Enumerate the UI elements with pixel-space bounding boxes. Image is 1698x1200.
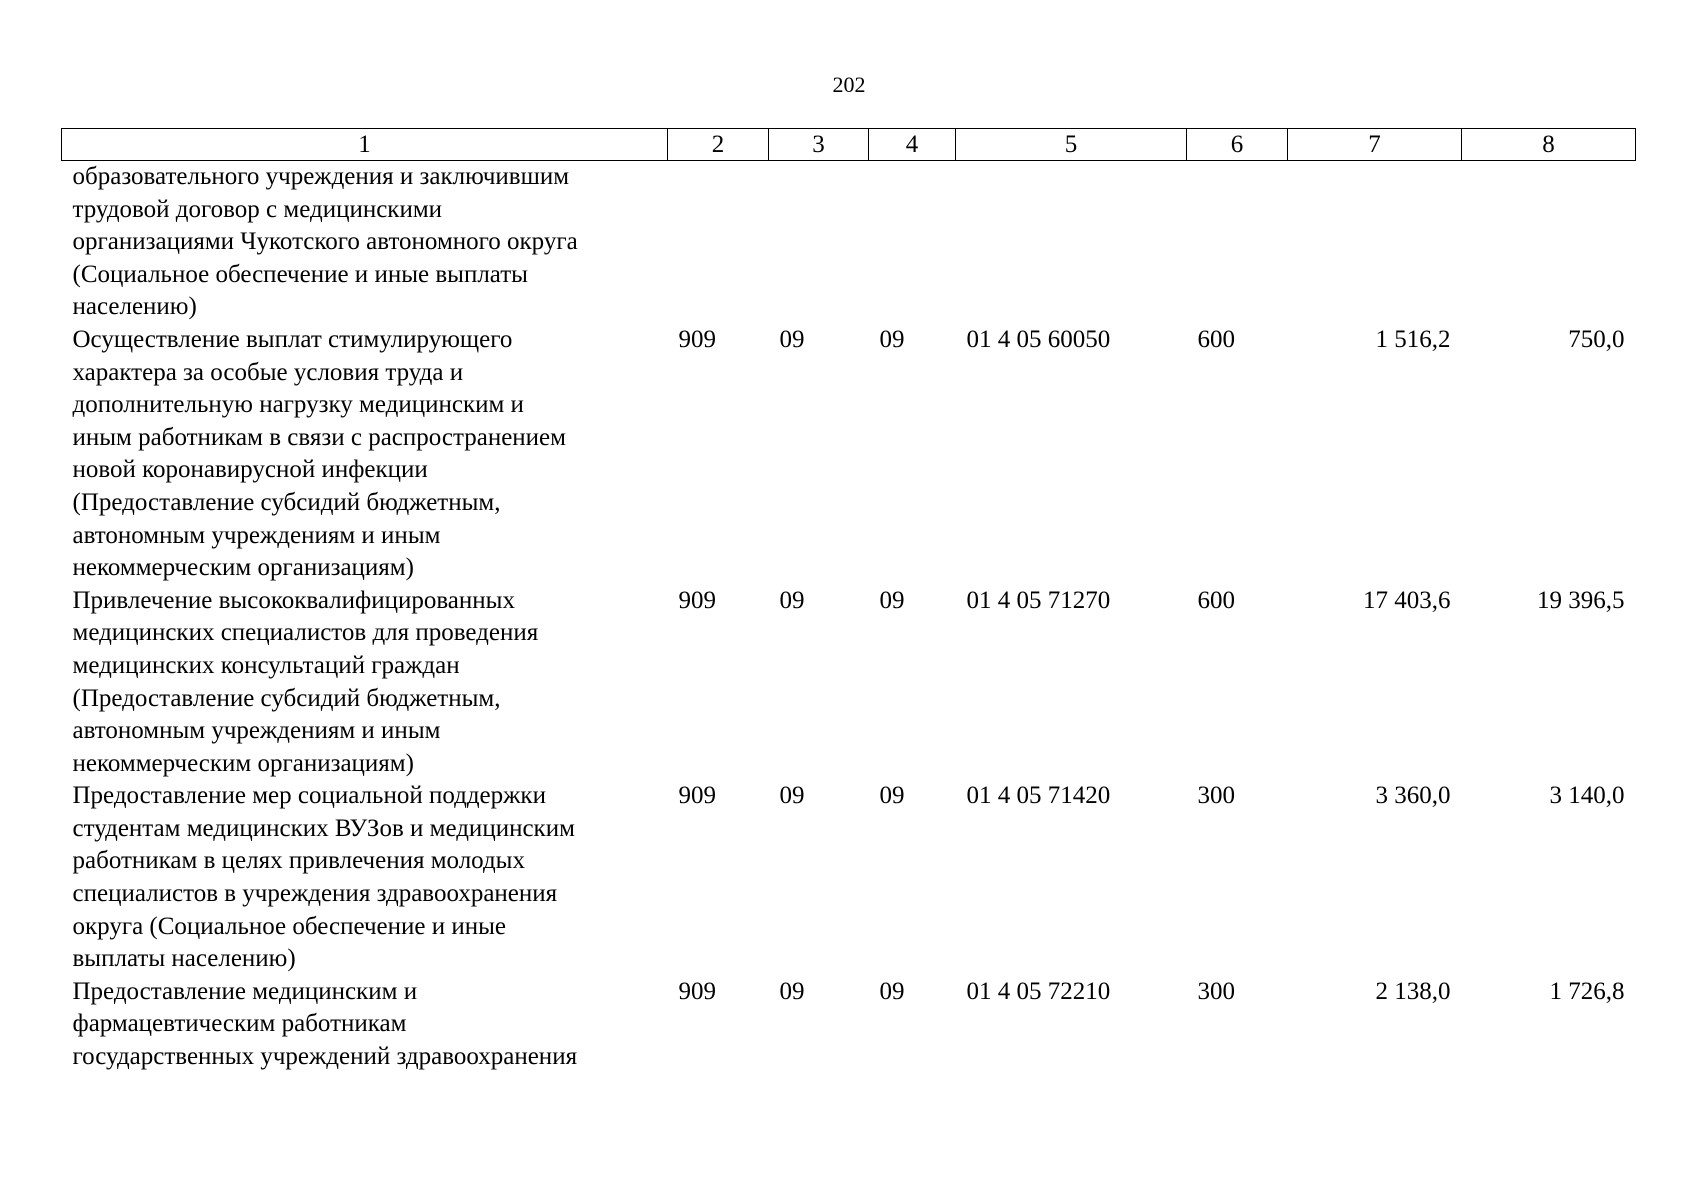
amount-col-7: 3 360,0	[1375, 782, 1451, 810]
row-description	[62, 585, 668, 781]
expense-type-code: 600	[1197, 586, 1235, 614]
amount-col-8: 1 726,8	[1549, 977, 1625, 1005]
description-line: образовательного учреждения и заключившим	[72, 163, 570, 190]
description-line: (Социальное обеспечение и иные выплаты	[72, 260, 528, 288]
description-line: дополнительную нагрузку медицинским и	[72, 391, 524, 419]
header-col-5: 5	[956, 129, 1187, 161]
description-line: медицинских консультаций граждан	[72, 651, 460, 679]
description-line: (Предоставление субсидий бюджетным,	[72, 684, 501, 712]
row-description	[62, 780, 668, 976]
description-line: специалистов в учреждения здравоохранения	[72, 880, 558, 908]
description-line: автономным учреждениям и иным	[72, 521, 441, 549]
row-description	[62, 324, 668, 585]
description-line: иным работникам в связи с распространением	[72, 423, 566, 451]
description-line: трудовой договор с медицинскими	[72, 195, 443, 223]
amount-col-7	[1288, 161, 1462, 324]
description-line: выплаты населению)	[72, 945, 296, 973]
target-article-code: 01 4 05 72210	[966, 977, 1111, 1005]
subsection-code: 09	[879, 586, 905, 614]
subsection-code	[869, 161, 956, 324]
table-row	[62, 161, 1636, 324]
table-row	[62, 324, 1636, 585]
description-line: некоммерческим организациям)	[72, 749, 414, 777]
expense-type-code: 300	[1197, 782, 1235, 810]
expense-type-code: 600	[1197, 325, 1235, 353]
description-line: округа (Социальное обеспечение и иные	[72, 912, 507, 940]
section-code: 09	[779, 782, 805, 810]
target-article-code	[956, 161, 1187, 324]
description-line: работникам в целях привлечения молодых	[72, 847, 525, 875]
expense-type-code	[1187, 161, 1288, 324]
table-header	[62, 129, 1636, 161]
amount-col-8: 750,0	[1568, 325, 1625, 353]
amount-col-7: 2 138,0	[1375, 977, 1451, 1005]
expense-type-code: 300	[1197, 977, 1235, 1005]
header-col-8: 8	[1462, 129, 1636, 161]
table-row	[62, 976, 1636, 1074]
page-number: 202	[832, 72, 866, 97]
header-col-7: 7	[1288, 129, 1462, 161]
description-line: фармацевтическим работникам	[72, 1010, 407, 1038]
header-col-6: 6	[1187, 129, 1288, 161]
description-line: автономным учреждениям и иным	[72, 717, 441, 745]
table-row	[62, 585, 1636, 781]
header-col-2: 2	[668, 129, 769, 161]
target-article-code: 01 4 05 60050	[966, 325, 1111, 353]
header-row	[62, 129, 1636, 161]
description-line: организациями Чукотского автономного округа	[72, 228, 578, 256]
header-col-1: 1	[62, 129, 668, 161]
subsection-code: 09	[879, 325, 905, 353]
section-code	[769, 161, 869, 324]
amount-col-8: 3 140,0	[1549, 782, 1625, 810]
description-line: Привлечение высококвалифицированных	[72, 586, 515, 614]
budget-table	[61, 128, 1636, 1074]
description-line: новой коронавирусной инфекции	[72, 456, 428, 484]
description-line: медицинских специалистов для проведения	[72, 619, 539, 647]
table-body	[62, 161, 1636, 1074]
amount-col-8: 19 396,5	[1537, 586, 1625, 614]
row-description	[62, 976, 668, 1074]
section-code: 09	[779, 586, 805, 614]
row-description	[62, 161, 668, 324]
section-code: 09	[779, 325, 805, 353]
description-line: некоммерческим организациям)	[72, 554, 414, 582]
ministry-code: 909	[678, 586, 716, 614]
description-line: Предоставление медицинским и	[72, 977, 418, 1005]
target-article-code: 01 4 05 71270	[966, 586, 1111, 614]
subsection-code: 09	[879, 782, 905, 810]
description-line: характера за особые условия труда и	[72, 358, 464, 386]
ministry-code: 909	[678, 782, 716, 810]
description-line: студентам медицинских ВУЗов и медицинским	[72, 814, 575, 842]
amount-col-8	[1462, 161, 1636, 324]
description-line: государственных учреждений здравоохранения	[72, 1043, 578, 1071]
description-line: Осуществление выплат стимулирующего	[72, 325, 513, 353]
description-line: Предоставление мер социальной поддержки	[72, 782, 546, 810]
ministry-code: 909	[678, 325, 716, 353]
table-row	[62, 780, 1636, 976]
ministry-code	[668, 161, 769, 324]
amount-col-7: 17 403,6	[1363, 586, 1451, 614]
description-line: (Предоставление субсидий бюджетным,	[72, 488, 501, 516]
target-article-code: 01 4 05 71420	[966, 782, 1111, 810]
ministry-code: 909	[678, 977, 716, 1005]
header-col-4: 4	[869, 129, 956, 161]
description-line: населению)	[72, 293, 197, 321]
header-col-3: 3	[769, 129, 869, 161]
subsection-code: 09	[879, 977, 905, 1005]
section-code: 09	[779, 977, 805, 1005]
amount-col-7: 1 516,2	[1375, 325, 1451, 353]
